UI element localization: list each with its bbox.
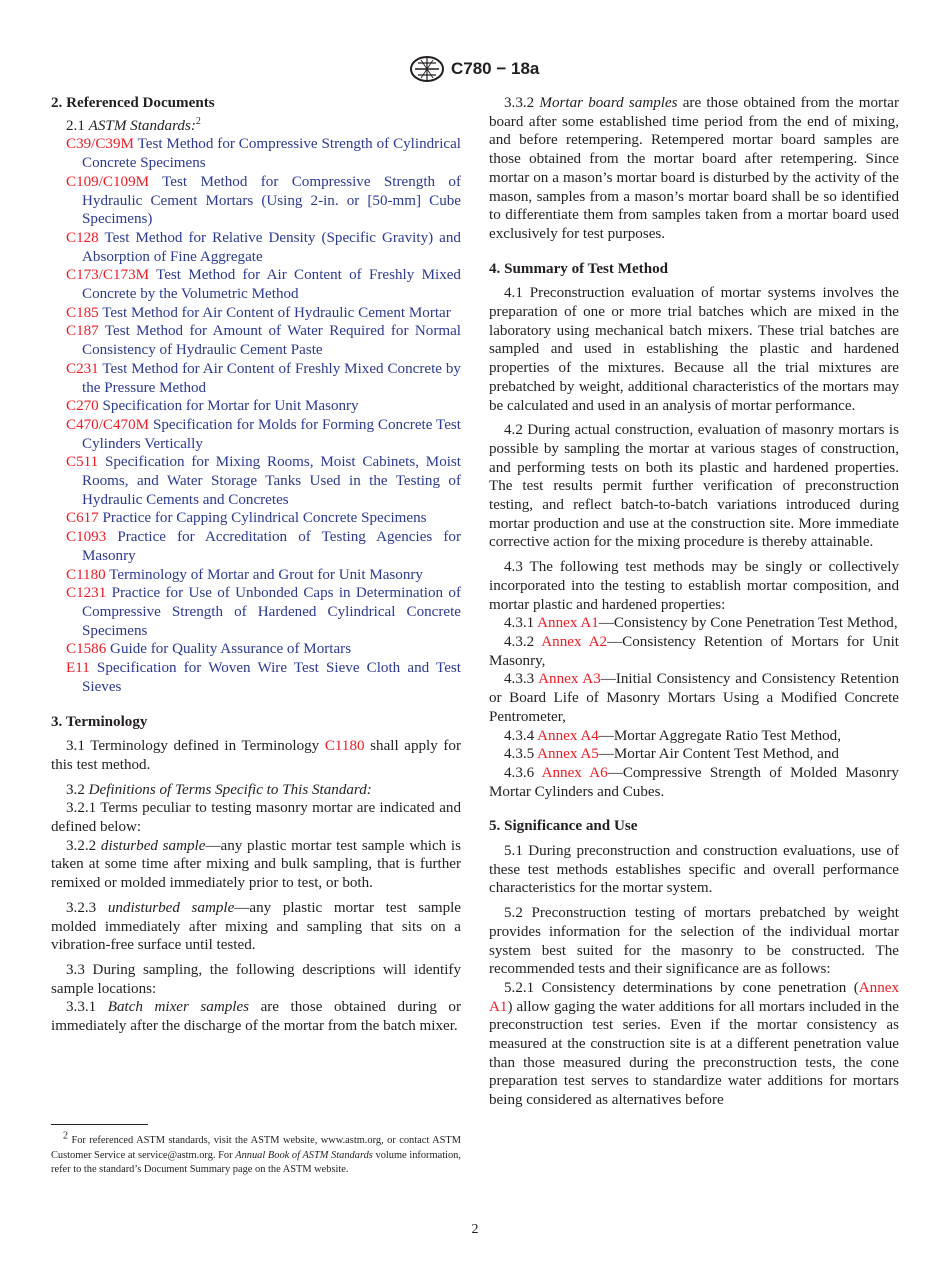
- reference-title[interactable]: Practice for Accreditation of Testing Agencies for Masonry: [82, 529, 461, 564]
- paragraph-4-3: 4.3 The following test methods may be singly or collectively incorporated into the testing to establish mortar composition, and mortar plastic and hardened properties:: [489, 559, 899, 613]
- annex-link[interactable]: Annex A5: [537, 746, 599, 763]
- reference-title[interactable]: Practice for Use of Unbonded Caps in Determination of Compressive Strength of Hardened Cylindrical Concrete Specimens: [82, 585, 461, 639]
- text: 3.2.3: [66, 899, 108, 916]
- list-item: [489, 614, 899, 633]
- reference-title[interactable]: Test Method for Air Content of Freshly Mixed Concrete by the Volumetric Method: [82, 267, 461, 303]
- text: 5.2.1 Consistency determinations by cone penetration (: [504, 979, 859, 996]
- reference-title[interactable]: Practice for Capping Cylindrical Concrete Specimens: [102, 510, 427, 527]
- list-item: [489, 670, 899, 726]
- standard-designation: C780 − 18a: [451, 59, 540, 78]
- reference-item[interactable]: [51, 135, 461, 172]
- section-2-heading: 2. Referenced Documents: [51, 95, 215, 111]
- text: For referenced ASTM standards, visit the ASTM website, www.astm.org, or contact ASTM Customer Service at service@astm.org. For: [51, 1135, 461, 1161]
- reference-list: [51, 135, 461, 696]
- text: —any plastic mortar test sample which is taken at some time after mixing and bulk sampling, that is further remixed or molded immediately prior to test, or both.: [51, 837, 461, 892]
- annex-link[interactable]: Annex A1: [537, 615, 599, 632]
- text: Annual Book of ASTM Standards: [235, 1149, 373, 1161]
- paragraph-3-2-2: [51, 837, 461, 893]
- reference-title[interactable]: Test Method for Air Content of Freshly Mixed Concrete by the Pressure Method: [82, 360, 461, 396]
- page-header: [0, 56, 950, 86]
- footnote-ref[interactable]: 2: [195, 115, 201, 127]
- text: —Mortar Aggregate Ratio Test Method,: [598, 727, 841, 744]
- paragraph-3-2-3: [51, 899, 461, 955]
- reference-code[interactable]: C185: [66, 304, 99, 321]
- text: 4.3.4: [504, 727, 538, 744]
- text: are those obtained during or immediately after the discharge of the mortar from the batch mixer.: [51, 999, 461, 1035]
- term: Mortar board samples: [539, 95, 678, 111]
- text: —Mortar Air Content Test Method, and: [598, 746, 839, 763]
- text: 4.3.6: [504, 764, 542, 781]
- text: —Consistency Retention of Mortars for Unit Masonry,: [489, 633, 899, 669]
- paragraph-5-2-1: [489, 979, 899, 1110]
- annex-link[interactable]: Annex A4: [537, 727, 599, 744]
- reference-code[interactable]: C617: [66, 510, 99, 527]
- text: 3.2.2: [66, 837, 101, 854]
- paragraph-5-2: 5.2 Preconstruction testing of mortars prebatched by weight provides information for the selection of the individual mortar system best suited for the masonry to be constructed. The recommended tests and their significance are as follows:: [489, 905, 899, 978]
- text: Definitions of Terms Specific to This Standard:: [88, 781, 372, 798]
- text: 4.3.5: [504, 746, 538, 763]
- term: Batch mixer samples: [107, 999, 250, 1016]
- reference-code[interactable]: C109/C109M: [66, 173, 150, 190]
- reference-title[interactable]: Test Method for Relative Density (Specific Gravity) and Absorption of Fine Aggregate: [82, 229, 461, 265]
- reference-title[interactable]: Specification for Molds for Forming Concrete Test Cylinders Vertically: [82, 416, 461, 452]
- reference-item[interactable]: [51, 397, 461, 416]
- section-5-heading: 5. Significance and Use: [489, 818, 638, 835]
- paragraph-3-3: 3.3 During sampling, the following descriptions will identify sample locations:: [51, 961, 461, 997]
- reference-code[interactable]: C1231: [66, 585, 107, 602]
- reference-code[interactable]: C173/C173M: [66, 267, 150, 284]
- term: undisturbed sample: [107, 899, 235, 916]
- section-4-heading: 4. Summary of Test Method: [489, 260, 669, 277]
- reference-item[interactable]: [51, 566, 461, 585]
- reference-item[interactable]: [51, 640, 461, 659]
- reference-item[interactable]: [51, 659, 461, 696]
- paragraph-3-2-1: 3.2.1 Terms peculiar to testing masonry mortar are indicated and defined below:: [51, 800, 461, 836]
- reference-title[interactable]: Test Method for Amount of Water Required for Normal Consistency of Hydraulic Cement Paste: [82, 323, 461, 359]
- text: 3.3.1: [66, 999, 108, 1016]
- reference-code[interactable]: E11: [66, 660, 90, 677]
- reference-item[interactable]: [51, 304, 461, 323]
- text: 3.1 Terminology defined in Terminology: [66, 738, 325, 755]
- reference-item[interactable]: [51, 453, 461, 509]
- reference-title[interactable]: Specification for Mixing Rooms, Moist Cabinets, Moist Rooms, and Water Storage Tanks Used in the Testing of Hydraulic Cements and Concretes: [82, 454, 461, 508]
- text: shall apply for this test method.: [51, 738, 461, 773]
- reference-item[interactable]: [51, 322, 461, 359]
- text: 3.3.2: [504, 95, 540, 111]
- term: disturbed sample: [100, 837, 206, 854]
- reference-code[interactable]: C1180: [66, 566, 106, 583]
- paragraph-3-2: [51, 781, 461, 800]
- reference-code[interactable]: C511: [66, 454, 99, 471]
- reference-item[interactable]: [51, 173, 461, 229]
- section-3-heading: 3. Terminology: [51, 713, 148, 730]
- text: —Consistency by Cone Penetration Test Method,: [598, 615, 898, 632]
- footnote-mark: 2: [63, 1130, 68, 1142]
- reference-code[interactable]: C1093: [66, 529, 107, 546]
- reference-code[interactable]: C470/C470M: [66, 416, 150, 433]
- link-c1180[interactable]: C1180: [324, 738, 365, 755]
- text: volume information, refer to the standard’s Document Summary page on the ASTM website.: [51, 1149, 461, 1176]
- text: —any plastic mortar test sample molded immediately after mixing and sampling that sits on a vibration-free surface until tested.: [51, 899, 462, 954]
- text: 4.3.2: [504, 633, 542, 650]
- list-item: [489, 633, 899, 670]
- list-item: [489, 727, 899, 746]
- footnote-divider: [51, 1124, 148, 1125]
- reference-code[interactable]: C231: [66, 360, 99, 377]
- astm-standards-label: [51, 117, 461, 136]
- reference-code[interactable]: C128: [66, 229, 99, 246]
- reference-item[interactable]: [51, 416, 461, 453]
- reference-title[interactable]: Specification for Woven Wire Test Sieve Cloth and Test Sieves: [82, 660, 461, 695]
- reference-code[interactable]: C39/C39M: [66, 136, 134, 153]
- text: —Compressive Strength of Molded Masonry Mortar Cylinders and Cubes.: [489, 764, 899, 800]
- reference-code[interactable]: C1586: [66, 641, 107, 658]
- list-item: [489, 745, 899, 764]
- reference-item[interactable]: [51, 266, 461, 303]
- annex-link[interactable]: Annex A3: [538, 671, 601, 688]
- reference-title[interactable]: Test Method for Compressive Strength of Cylindrical Concrete Specimens: [82, 136, 461, 172]
- text: are those obtained from the mortar board after some established time period from the end of mixing, and before retempering. Retempered mortar board samples are those obtained from the mortar board after retempering. Since mortar on a mason’s mortar board is disturbed by the activity of the mason, samples from a mason’s mortar board shall be so identified to differentiate them from samples taken from a mortar board used exclusively for test purposes.: [489, 95, 899, 242]
- paragraph-3-3-1: [51, 998, 461, 1035]
- sub-number: 2.1: [66, 117, 85, 134]
- reference-title[interactable]: Test Method for Air Content of Hydraulic Cement Mortar: [102, 304, 451, 321]
- reference-code[interactable]: C270: [66, 398, 99, 415]
- paragraph-4-1: 4.1 Preconstruction evaluation of mortar systems involves the preparation of one or more trial batches which are mixed in the laboratory using mechanical batch mixers. These trial batches are sampled and used in establishing the plastic and hardened properties of the mixtures. Because all the trial mixtures are prebatched by weight, additional characteristics of the mortars may be calculated and used in an analysis of mortar performance.: [489, 285, 899, 414]
- annex-link[interactable]: Annex A2: [541, 633, 608, 650]
- text: 3.2: [66, 781, 89, 798]
- paragraph-5-1: 5.1 During preconstruction and construction evaluations, use of these test methods establishes specific and overall performance characteristics for the mortar system.: [489, 843, 899, 897]
- reference-item[interactable]: [51, 360, 461, 397]
- footnote: [51, 1130, 461, 1178]
- annex-link[interactable]: Annex A6: [541, 764, 608, 781]
- reference-item[interactable]: [51, 584, 461, 640]
- sub-label: ASTM Standards:: [88, 117, 196, 134]
- reference-item[interactable]: [51, 229, 461, 266]
- reference-title[interactable]: Guide for Quality Assurance of Mortars: [110, 641, 352, 658]
- reference-item[interactable]: [51, 509, 461, 528]
- annex-link[interactable]: Annex A1: [489, 979, 899, 1015]
- text: ) allow gaging the water additions for all mortars included in the preconstruction test series. Even if the mortar consistency as measured at the construction site is at a different penetration value than those measured during the preconstruction tests, the cone preparation test serves to standardize water additions for mortars being considered as alternatives before: [489, 998, 899, 1109]
- text: 4.3.3: [504, 671, 539, 688]
- paragraph-3-3-2: [489, 94, 899, 244]
- reference-code[interactable]: C187: [66, 323, 99, 340]
- astm-logo-icon: [409, 56, 445, 82]
- reference-title[interactable]: Test Method for Compressive Strength of Hydraulic Cement Mortars (Using 2-in. or [50-mm] Cube Specimens): [82, 173, 461, 228]
- text: 4.3.1: [504, 615, 538, 632]
- paragraph-3-1: [51, 737, 461, 774]
- reference-item[interactable]: [51, 528, 461, 565]
- list-item: [489, 764, 899, 801]
- reference-title[interactable]: Terminology of Mortar and Grout for Unit Masonry: [109, 566, 423, 583]
- reference-title[interactable]: Specification for Mortar for Unit Masonry: [102, 398, 359, 415]
- paragraph-4-2: 4.2 During actual construction, evaluation of masonry mortars is possible by sampling the mortar at various stages of construction, and performing tests on both its plastic and hardened properties. The test results permit further verification of preconstruction testing, and reflect batch-to-batch variations introduced during mortar production and use at the construction site. More immediate corrective action for the mixing procedure is thereby attainable.: [489, 422, 899, 551]
- text: —Initial Consistency and Consistency Retention or Board Life of Masonry Mortars Using a Modified Concrete Pentrometer,: [489, 671, 899, 725]
- right-column: [489, 94, 899, 1110]
- left-column: [51, 94, 461, 1036]
- page-number: 2: [471, 1222, 479, 1237]
